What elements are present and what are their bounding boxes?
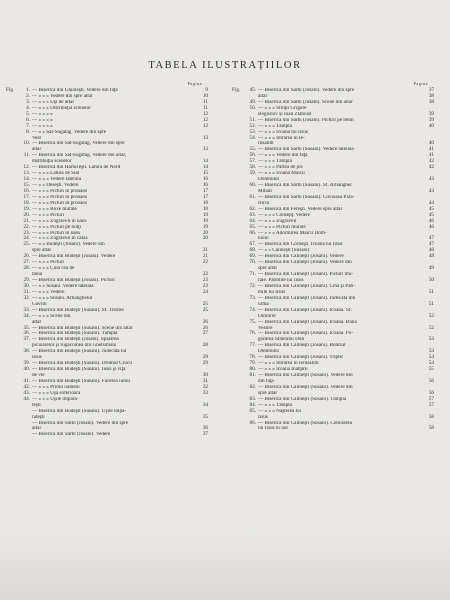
figure-number: 11. bbox=[23, 152, 30, 159]
figure-caption: rusalim bbox=[258, 141, 274, 147]
figure-number: 43. bbox=[23, 389, 30, 396]
figure-caption: — Biserica din Budeşti (Susani). Iisus şi viţa bbox=[32, 367, 126, 373]
figure-number: 35. bbox=[23, 324, 30, 331]
page-number: 21 bbox=[202, 247, 208, 254]
figure-number: 41. bbox=[23, 377, 30, 384]
figure-caption: altar bbox=[32, 147, 42, 153]
figure-number: 8. bbox=[26, 128, 30, 135]
figure-number: 44. bbox=[23, 395, 30, 402]
right-column bbox=[232, 81, 434, 432]
fig-label: Fig. bbox=[6, 87, 15, 93]
figure-caption: — Biserica din Budeşti (Josani). Spălarea bbox=[32, 337, 119, 343]
figure-caption: — » » Budeşti (Josani). Vedere din bbox=[32, 242, 105, 248]
page-number: 14 bbox=[202, 164, 208, 171]
right-entry-list bbox=[232, 88, 434, 432]
figure-number: 78. bbox=[249, 354, 256, 361]
figure-caption: Mihail bbox=[258, 188, 272, 194]
page-number: 9 bbox=[205, 87, 208, 93]
figure-number: 69. bbox=[249, 253, 256, 260]
page-number: 34 bbox=[202, 401, 208, 408]
page-number: 46 bbox=[428, 217, 434, 224]
page-number: 11 bbox=[203, 104, 208, 111]
figure-caption: — » » » Intrarea în Ie- bbox=[258, 135, 305, 141]
figure-number: 49. bbox=[249, 98, 256, 105]
page-number: 12 bbox=[202, 110, 208, 117]
page-number: 45 bbox=[428, 211, 434, 218]
page-number: 48 bbox=[428, 247, 434, 254]
page-number: 42 bbox=[428, 164, 434, 171]
figure-caption: Vestire bbox=[258, 325, 273, 331]
figure-number: 79. bbox=[249, 360, 256, 367]
page-number: 25 bbox=[202, 300, 208, 307]
figure-caption: — » » » Distribuţia scenelor bbox=[32, 105, 91, 111]
page-number: 29 bbox=[202, 360, 208, 367]
figure-caption: — » » » Picturi bbox=[32, 212, 64, 218]
figure-caption: — » » » Picturi în pronaos bbox=[32, 194, 88, 200]
page-number: 49 bbox=[428, 265, 434, 272]
figure-caption: — Biserica din Budeşti (Josani). Vedere bbox=[32, 254, 116, 260]
page-number: 22 bbox=[202, 259, 208, 266]
figure-caption: — » » » Intrarea în Ierusalim bbox=[258, 361, 319, 367]
figure-caption: — Biserica din Budeşti (Susani). Tâmpla bbox=[32, 331, 118, 337]
figure-caption: — Biserica din Budeşti (Josani). Picturi bbox=[32, 278, 115, 283]
figure-number: 14. bbox=[23, 176, 30, 183]
figure-number: 86. bbox=[249, 419, 256, 426]
figure-caption: — Biserica din Călineşti (Josani). Vedere din bbox=[258, 260, 352, 266]
figure-caption: — » » » Sfinţii Grigore bbox=[258, 105, 307, 111]
figure-caption: spre altar bbox=[258, 266, 278, 272]
page-number: 44 bbox=[428, 199, 434, 206]
page-number: 30 bbox=[202, 372, 208, 378]
figure-caption: — » » » Latura de Sud bbox=[32, 171, 80, 177]
figure-caption: — » » » Icoana lui Iisus bbox=[258, 129, 308, 135]
page-number: 10 bbox=[202, 92, 208, 99]
page-column-label: Pagina bbox=[187, 81, 202, 86]
figure-number: 85. bbox=[249, 407, 256, 414]
figure-number: 60. bbox=[249, 182, 256, 188]
figure-caption: — Biserica din Sârbi (Josani). Vedere din spre bbox=[258, 88, 355, 93]
figure-caption: — » » » » bbox=[32, 111, 53, 117]
figure-number: 32. bbox=[23, 294, 30, 301]
figure-caption: lui Iisus în iad bbox=[258, 426, 288, 432]
page-number: 17 bbox=[202, 193, 208, 200]
figure-caption: de vie bbox=[32, 373, 45, 378]
figure-number: 80. bbox=[249, 366, 256, 373]
figure-caption: — Biserica din Sârbi (Josani). Vedere din spre bbox=[32, 420, 129, 426]
page-number: 16 bbox=[202, 176, 208, 183]
figure-number: 4. bbox=[26, 104, 30, 111]
figure-caption: — Biserica din Ghioleşti. Vedere din faţă bbox=[32, 88, 118, 93]
figure-caption: — » » Sat-Sugatag. Vedere din spre bbox=[32, 129, 107, 135]
figure-caption: — Biserica din Sat-Sugatag. Vedere din altar, bbox=[32, 153, 127, 159]
figure-number: 1. bbox=[26, 87, 30, 93]
figure-caption: — » » » Uşa exterioară bbox=[32, 390, 81, 396]
figure-caption: — » » » Consepţ. Vedere bbox=[258, 212, 311, 218]
figure-caption: — Biserica din Hărniceşti. Latura de Nord bbox=[32, 165, 121, 171]
figure-caption: — » » » Susani. Arhanghelul bbox=[32, 295, 93, 301]
figure-number: 45. bbox=[249, 87, 256, 93]
figure-caption: — » » » Tâmpla bbox=[258, 123, 292, 129]
figure-caption: — » » » » bbox=[32, 123, 53, 129]
figure-caption: distribuţia scenelor bbox=[32, 159, 72, 165]
figure-caption: — Biserica din Călineşti (Susani). Vedere din bbox=[258, 373, 353, 378]
figure-caption: picioarelor şi rugăciunea din Ghetsimani bbox=[32, 343, 117, 349]
page-number: 43 bbox=[428, 176, 434, 183]
figure-number: 81. bbox=[249, 372, 256, 378]
figure-number: 10. bbox=[23, 140, 30, 147]
figure-number: 75. bbox=[249, 318, 256, 325]
figure-number: 13. bbox=[23, 170, 30, 177]
figure-caption: — Biserica din Sârbi (Susani). Cuvioasa Para- bbox=[258, 194, 355, 200]
page-number: 56 bbox=[428, 377, 434, 384]
figure-number: 77. bbox=[249, 342, 256, 349]
left-column bbox=[6, 81, 208, 438]
figure-number: 30. bbox=[23, 282, 30, 289]
page-number: 53 bbox=[428, 336, 434, 343]
figure-caption: Domnului bbox=[258, 349, 280, 355]
figure-number: 25. bbox=[23, 241, 30, 248]
page-number: 14 bbox=[202, 158, 208, 165]
figure-number: 83. bbox=[249, 395, 256, 402]
figure-number: 38. bbox=[23, 348, 30, 355]
figure-caption: — Biserica din Budeşti (Susani). Scene din altar bbox=[32, 325, 133, 331]
list-item bbox=[232, 426, 434, 432]
figure-number: 21. bbox=[23, 217, 30, 224]
page-number: 45 bbox=[428, 205, 434, 212]
page-number: 50 bbox=[428, 277, 434, 283]
figure-caption: — » » » Picturi în pronaos bbox=[32, 200, 88, 206]
page-number: 19 bbox=[202, 217, 208, 224]
figure-number: 5. bbox=[26, 110, 30, 117]
figure-caption: — » » » Vedere laterală bbox=[32, 177, 82, 183]
figure-caption: — » » » Boxe murale bbox=[32, 206, 77, 212]
figure-caption: — » » » Cina cea de bbox=[32, 266, 75, 272]
page-number: 24 bbox=[202, 288, 208, 295]
page-number: 11 bbox=[203, 98, 208, 105]
figure-caption: — » » » Vedere bbox=[32, 289, 65, 295]
page-number: 55 bbox=[428, 366, 434, 373]
figure-caption: — Biserica din Călineşti (Susani). Tâmpla bbox=[258, 396, 347, 402]
figure-caption: — » » » Picturi în pronaos bbox=[32, 188, 88, 194]
figure-caption: spre altar bbox=[258, 390, 278, 396]
left-entry-list bbox=[6, 88, 208, 438]
figure-caption: taină bbox=[32, 272, 43, 278]
page-number: 23 bbox=[202, 282, 208, 289]
figure-number: 23. bbox=[23, 229, 30, 236]
figure-caption: — Biserica din Sârbi (Susani). Vedere laterală bbox=[258, 147, 354, 153]
figure-caption: — Biserica din Sat-Sugatag. Vedere din spre bbox=[32, 141, 125, 147]
figure-caption: — » » » Uşi de altar bbox=[32, 99, 75, 105]
figure-number: 82. bbox=[249, 383, 256, 390]
page-number: 41 bbox=[428, 152, 434, 159]
figure-caption: — Biserica din Sârbi (Susani). Sf. Arhanghel bbox=[258, 183, 352, 188]
figure-caption: — Biserica din Sârbi (Josani). Scene din altar bbox=[258, 99, 353, 105]
page-number: 28 bbox=[202, 342, 208, 349]
figure-number: 36. bbox=[23, 330, 30, 337]
figure-number: 51. bbox=[249, 116, 256, 123]
figure-number: 67. bbox=[249, 241, 256, 248]
figure-caption: nului bbox=[258, 236, 269, 242]
figure-number: 22. bbox=[23, 223, 30, 230]
figure-number: 58. bbox=[249, 164, 256, 171]
figure-number: 39. bbox=[23, 360, 30, 367]
figure-number: 53. bbox=[249, 128, 256, 135]
figure-caption: — » » » Zugrăveli bbox=[258, 218, 297, 224]
figure-number: 40. bbox=[23, 366, 30, 373]
figure-caption: — » » Susani. Vedere laterală bbox=[32, 283, 94, 289]
page-number: 20 bbox=[202, 229, 208, 236]
figure-number: 24. bbox=[23, 235, 30, 242]
figure-caption: chiva bbox=[258, 200, 270, 206]
figure-caption: — » » » Primii oameni bbox=[32, 384, 80, 390]
figure-caption: — » » » Icoana Maicii bbox=[258, 171, 305, 177]
figure-caption: — » » Deseşti. Vedere bbox=[32, 183, 79, 188]
page-number: 58 bbox=[428, 413, 434, 420]
page-number: 32 bbox=[202, 383, 208, 390]
figure-number: 65. bbox=[249, 223, 256, 230]
figure-caption: teşti bbox=[32, 402, 41, 408]
figure-caption: — » » » Picturi pe bolţi bbox=[32, 224, 81, 230]
page-number: 26 bbox=[202, 318, 208, 325]
figure-caption: — » » » Naşterea lui bbox=[258, 408, 302, 414]
page-number: 47 bbox=[428, 241, 434, 248]
page-number: 21 bbox=[202, 253, 208, 260]
figure-caption: — Biserica din Budeşti (Susani). Drumul Crucii bbox=[32, 361, 133, 367]
figure-caption: gorârea Sfântului Duh bbox=[258, 337, 305, 343]
page-number: 57 bbox=[428, 401, 434, 408]
figure-number: 74. bbox=[249, 306, 256, 313]
figure-number: 33. bbox=[23, 306, 30, 313]
figure-number: 62. bbox=[249, 205, 256, 212]
figure-number: 19. bbox=[23, 205, 30, 212]
figure-number: 6. bbox=[26, 116, 30, 123]
figure-caption: Domnului bbox=[258, 177, 280, 183]
page-number: 51 bbox=[428, 288, 434, 295]
page-number: 46 bbox=[428, 223, 434, 230]
figure-caption: — » » » Scene din bbox=[32, 313, 71, 319]
figure-caption: — » » » Vedere din spre altar bbox=[32, 93, 93, 99]
page-number: 48 bbox=[428, 253, 434, 260]
figure-caption: — » » » Tâmpla bbox=[258, 159, 292, 165]
figure-caption: — Biserica din Călineşti (Josani). Icoana. Po- bbox=[258, 331, 354, 337]
page-number: 16 bbox=[202, 182, 208, 188]
page-number: 31 bbox=[202, 377, 208, 384]
page-number: 19 bbox=[202, 223, 208, 230]
page-number: 38 bbox=[428, 92, 434, 99]
figure-caption: — » » » Adormirea Maicii Dom- bbox=[258, 230, 327, 236]
page-number: 22 bbox=[202, 271, 208, 278]
figure-caption: Gavriil bbox=[32, 301, 47, 307]
page-number: 25 bbox=[202, 306, 208, 313]
figure-number: 29. bbox=[23, 277, 30, 283]
figure-number: 3. bbox=[26, 98, 30, 105]
page-number: 33 bbox=[202, 389, 208, 396]
figure-number: 70. bbox=[249, 259, 256, 266]
figure-number: 15. bbox=[23, 182, 30, 188]
figure-caption: — » » Călineşti (Susani) bbox=[258, 248, 310, 254]
page-number: 20 bbox=[202, 235, 208, 242]
figure-number: 52. bbox=[249, 122, 256, 129]
figure-caption: — Biserica din Călineşti (Susani). Coborârea bbox=[258, 420, 352, 426]
figure-caption: — Biserica din Fereşti. Vedere spre altar bbox=[258, 206, 343, 212]
figure-caption: — Biserica din Budeşti (Susani). Sf. Treime bbox=[32, 307, 124, 313]
page-number: 13 bbox=[202, 146, 208, 153]
page-number: 27 bbox=[202, 330, 208, 337]
figure-caption: rale. Patimile lui Iisus bbox=[258, 278, 304, 283]
figure-caption: — » » » Picturi murale bbox=[258, 224, 306, 230]
figure-caption: Vest bbox=[32, 135, 41, 141]
figure-caption: — Biserica din Călineşti (Josani). Icoană. Buna bbox=[258, 319, 357, 325]
page-number: 15 bbox=[202, 170, 208, 177]
figure-caption: — Biserica din Călineşti (Josani). Cina şi Pati- bbox=[258, 283, 356, 289]
page-number: 47 bbox=[428, 235, 434, 242]
figure-number: 31. bbox=[23, 288, 30, 295]
figure-number: 68. bbox=[249, 247, 256, 254]
figure-caption: — Biserica din Călineşti (Josani). Icoană. Sf. bbox=[258, 307, 352, 313]
page-number: 36 bbox=[202, 425, 208, 432]
figure-caption: — » » » Uşile împără- bbox=[32, 396, 79, 402]
page-number: 41 bbox=[428, 146, 434, 153]
figure-number: 18. bbox=[23, 199, 30, 206]
page-number: 54 bbox=[428, 354, 434, 361]
figure-number: 2. bbox=[26, 92, 30, 99]
figure-caption: — » » » Zugrăveli în cafas bbox=[32, 236, 88, 242]
page-number: 35 bbox=[202, 413, 208, 420]
figure-number: 76. bbox=[249, 330, 256, 337]
figure-caption: Iisus bbox=[32, 355, 42, 361]
page-number: 51 bbox=[428, 300, 434, 307]
page-number: 17 bbox=[202, 187, 208, 194]
page-number: 40 bbox=[428, 122, 434, 129]
page-number: 39 bbox=[428, 116, 434, 123]
figure-caption: altar bbox=[32, 426, 42, 432]
page-number: 23 bbox=[202, 277, 208, 283]
figure-number: 59. bbox=[249, 170, 256, 177]
figure-caption: — Biserica din Călineşti (Susani). Vedere din bbox=[258, 384, 353, 390]
figure-number: 37. bbox=[23, 336, 30, 343]
page-number: 56 bbox=[428, 389, 434, 396]
list-item bbox=[6, 432, 208, 438]
figure-number: 28. bbox=[23, 265, 30, 272]
figure-caption: — » » » Vedere din faţă bbox=[258, 153, 308, 159]
figure-caption: altar bbox=[258, 93, 268, 99]
figure-caption: altar bbox=[32, 319, 42, 325]
figure-caption: mile lui Iisus bbox=[258, 289, 286, 295]
figure-number: 61. bbox=[249, 193, 256, 200]
page-number: 57 bbox=[428, 395, 434, 402]
figure-number: 12. bbox=[23, 164, 30, 171]
figure-number: 63. bbox=[249, 211, 256, 218]
page-number: 39 bbox=[428, 110, 434, 117]
page-number: 54 bbox=[428, 360, 434, 367]
figure-caption: — » » » Tâmpla bbox=[258, 402, 292, 408]
figure-number: 64. bbox=[249, 217, 256, 224]
page-number: 37 bbox=[428, 87, 434, 93]
page-number: 38 bbox=[428, 98, 434, 105]
figure-caption: — Biserica din Budeşti (Susani). Judecata lui bbox=[32, 349, 127, 355]
figure-caption: — Biserica din Budeşti (Susani). Uşile împă- bbox=[32, 408, 127, 414]
figure-number: 27. bbox=[23, 259, 30, 266]
page-number: 12 bbox=[202, 116, 208, 123]
page-number: 18 bbox=[202, 205, 208, 212]
page-title: TABELA ILUSTRAȚIILOR bbox=[148, 60, 302, 71]
figure-caption: din faţă bbox=[258, 378, 274, 384]
figure-caption: — » » » Picturi bbox=[32, 260, 64, 266]
figure-number: 34. bbox=[23, 312, 30, 319]
figure-caption: Iisus bbox=[258, 414, 268, 420]
figure-caption: — Biserica din Călineşti (Josani). Judecata din bbox=[258, 295, 356, 301]
figure-number: 26. bbox=[23, 253, 30, 260]
page-number: 13 bbox=[202, 134, 208, 141]
figure-number: 72. bbox=[249, 282, 256, 289]
figure-caption: — Biserica din Călineşti (Josani). Botezul bbox=[258, 343, 346, 349]
figure-number: 7. bbox=[26, 122, 30, 129]
figure-caption: Dimitrie bbox=[258, 313, 276, 319]
figure-number: 66. bbox=[249, 229, 256, 236]
page-number: 58 bbox=[428, 425, 434, 432]
figure-number: 54. bbox=[249, 134, 256, 141]
page-number: 43 bbox=[428, 187, 434, 194]
figure-number: 73. bbox=[249, 294, 256, 301]
page-number: 40 bbox=[428, 140, 434, 147]
page-number: 53 bbox=[428, 348, 434, 355]
page-number: 18 bbox=[202, 199, 208, 206]
page-number: 12 bbox=[202, 122, 208, 129]
page-number: 26 bbox=[202, 324, 208, 331]
figure-caption: — » » » » bbox=[32, 117, 53, 123]
figure-caption: — Biserica din Budeşti (Susani). Facerea lumii bbox=[32, 378, 131, 384]
figure-caption: răteşti bbox=[32, 414, 45, 420]
figure-number: 20. bbox=[23, 211, 30, 218]
figure-caption: urmă bbox=[258, 301, 269, 307]
figure-caption: — Biserica din Călineşti (Josani). Picturi mu- bbox=[258, 272, 353, 278]
figure-number: 50. bbox=[249, 104, 256, 111]
page-column-label: Pagina bbox=[413, 81, 428, 86]
page-number: 19 bbox=[202, 211, 208, 218]
figure-caption: — Biserica din Sârbi (Josani). Picturi pe lemn bbox=[258, 117, 354, 123]
figure-caption: — Biserica din Călineşti (Josani). Triptic bbox=[258, 355, 344, 361]
figure-caption: — Biserica din Corneşti. Icoana lui Iisus bbox=[258, 242, 343, 248]
figure-number: 56. bbox=[249, 152, 256, 159]
figure-number: 55. bbox=[249, 146, 256, 153]
page-number: 29 bbox=[202, 354, 208, 361]
figure-caption: — Biserica din Sârbi (Josani). Vedere bbox=[32, 432, 111, 438]
page-number: 42 bbox=[428, 158, 434, 165]
figure-number: 84. bbox=[249, 401, 256, 408]
figure-number: 71. bbox=[249, 271, 256, 278]
figure-caption: — Biserica din Călineşti (Josani). Vedere bbox=[258, 254, 344, 260]
page-number: 52 bbox=[428, 324, 434, 331]
figure-number: 17. bbox=[23, 193, 30, 200]
figure-caption: Bogoslov şi Ioan Zlatoust bbox=[258, 111, 312, 117]
page-number: 52 bbox=[428, 312, 434, 319]
fig-label: Fig. bbox=[232, 87, 241, 93]
figure-caption: — » » » Picturi în naos bbox=[32, 230, 81, 236]
figure-number: 42. bbox=[23, 383, 30, 390]
figure-number: 57. bbox=[249, 158, 256, 165]
figure-caption: spre altar bbox=[32, 248, 52, 254]
page-number: 37 bbox=[202, 431, 208, 438]
figure-caption: — » » » Icoana Înălţării bbox=[258, 367, 308, 373]
figure-caption: — » » » Partea de jos bbox=[258, 165, 303, 171]
figure-caption: — » » » Zugrăveli în naos bbox=[32, 218, 87, 224]
figure-number: 16. bbox=[23, 187, 30, 194]
